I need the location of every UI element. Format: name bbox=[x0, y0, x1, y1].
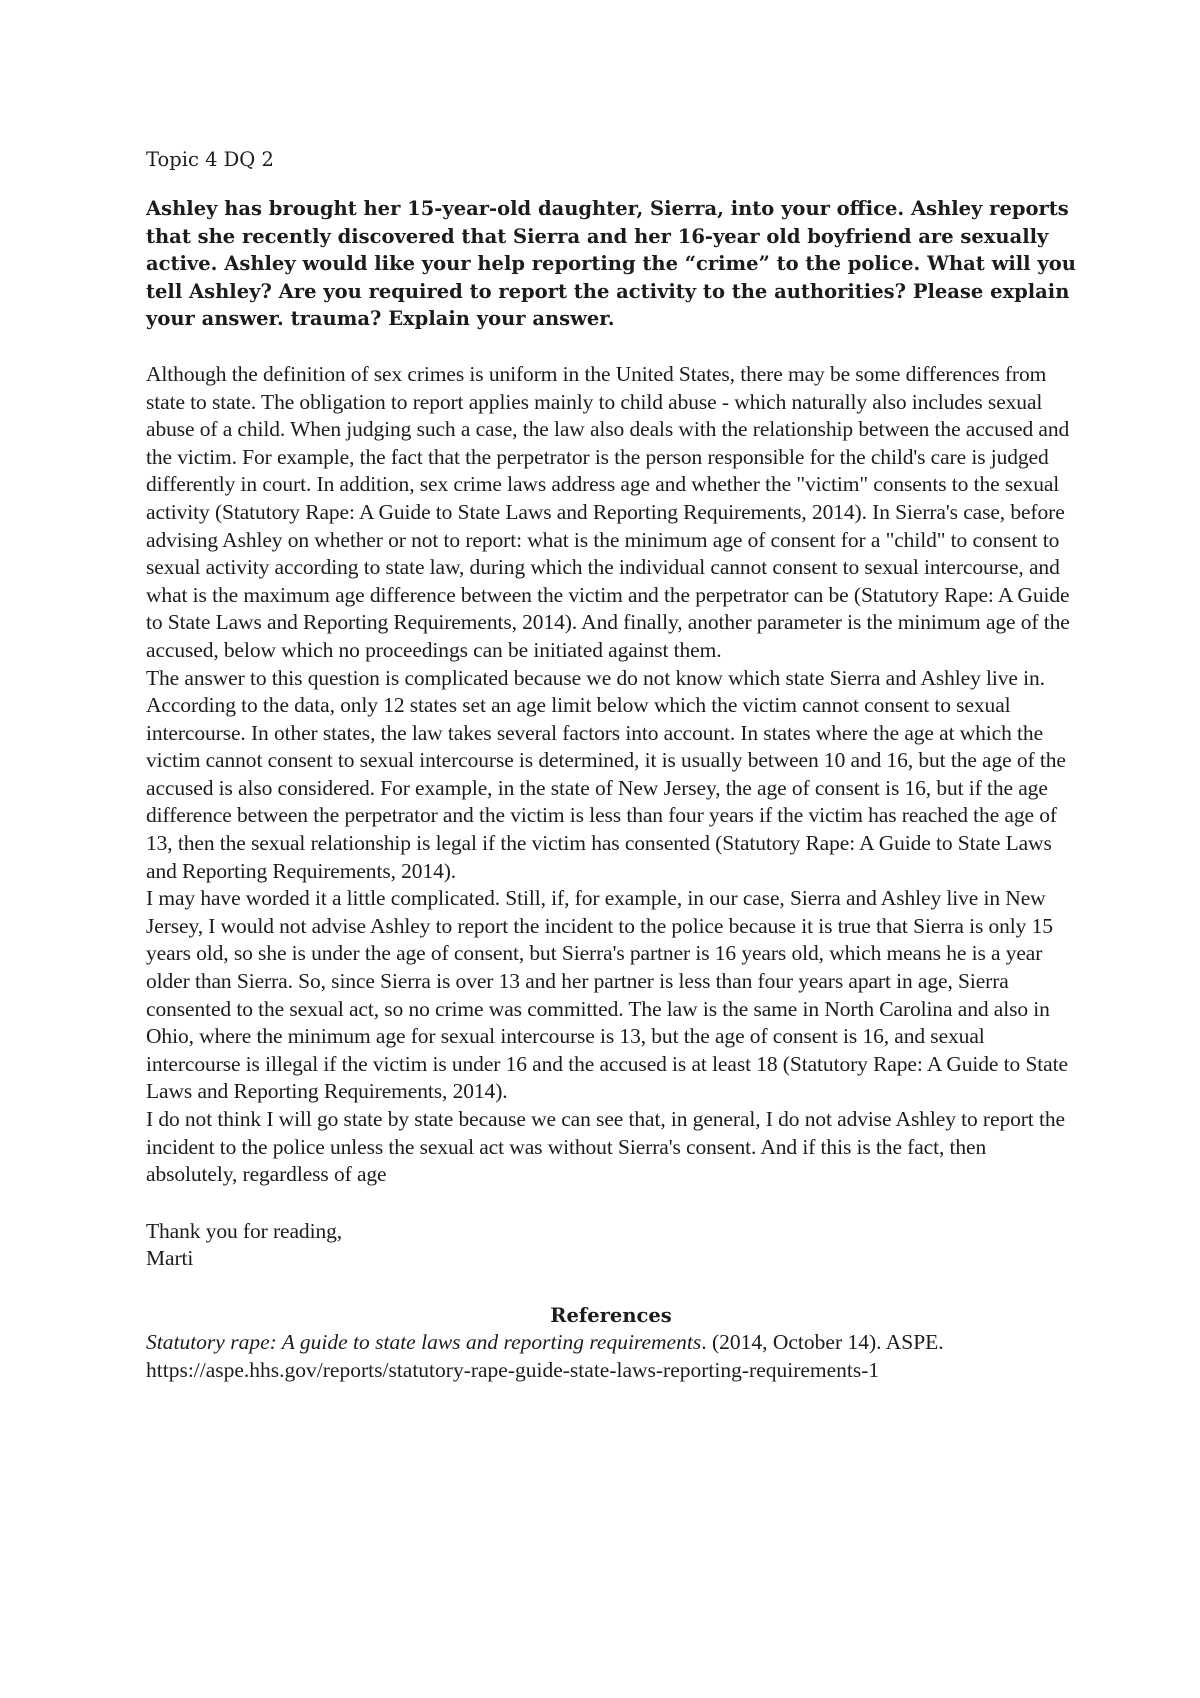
reference-details: . (2014, October 14). ASPE. bbox=[701, 1329, 944, 1354]
paragraph-1: Although the definition of sex crimes is uniform in the United States, there may be some differences from state to state. The obligation to report applies mainly to child abuse - which naturally also includes sexual abuse of a child. When judging such a case, the law also deals with the relationship between the accused and the victim. For example, the fact that the perpetrator is the person responsible for the child's care is judged differently in court. In addition, sex crime laws address age and whether the "victim" consents to the sexual activity (Statutory Rape: A Guide to State Laws and Reporting Requirements, 2014). In Sierra's case, before advising Ashley on whether or not to report: what is the minimum age of consent for a "child" to consent to sexual activity according to state law, during which the individual cannot consent to sexual intercourse, and what is the maximum age difference between the victim and the perpetrator can be (Statutory Rape: A Guide to State Laws and Reporting Requirements, 2014). And finally, another parameter is the minimum age of the accused, below which no proceedings can be initiated against them. bbox=[146, 361, 1070, 662]
discussion-question: Ashley has brought her 15-year-old daughter, Sierra, into your office. Ashley reports that she recently discovered that Sierra and her 16-year old boyfriend are sexually active. Ashley would like your help reporting the “crime” to the police. What will you tell Ashley? Are you required to report the activity to the authorities? Please explain your answer. trauma? Explain your answer. bbox=[146, 197, 1076, 331]
signature: Marti bbox=[146, 1246, 194, 1271]
paragraph-3: I may have worded it a little complicated. Still, if, for example, in our case, Sierra and Ashley live in New Jersey, I would not advise Ashley to report the incident to the police because it is true that Sierra is only 15 years old, so she is under the age of consent, but Sierra's partner is 16 years old, which means he is a year older than Sierra. So, since Sierra is over 13 and her partner is less than four years apart in age, Sierra consented to the sexual act, so no crime was committed. The law is the same in North Carolina and also in Ohio, where the minimum age for sexual intercourse is 13, but the age of consent is 16, and sexual intercourse is illegal if the victim is under 16 and the accused is at least 18 (Statutory Rape: A Guide to State Laws and Reporting Requirements, 2014). bbox=[146, 886, 1068, 1104]
closing-line: Thank you for reading, bbox=[146, 1218, 343, 1243]
document-page bbox=[146, 146, 1076, 1384]
answer-body bbox=[146, 361, 1076, 1273]
reference-title: Statutory rape: A guide to state laws and reporting requirements bbox=[146, 1329, 702, 1354]
paragraph-2: The answer to this question is complicated because we do not know which state Sierra and Ashley live in. According to the data, only 12 states set an age limit below which the victim cannot consent to sexual intercourse. In other states, the law takes several factors into account. In states where the age at which the victim cannot consent to sexual intercourse is determined, it is usually between 10 and 16, but the age of the accused is also considered. For example, in the state of New Jersey, the age of consent is 16, but if the age difference between the perpetrator and the victim is less than four years if the victim has reached the age of 13, then the sexual relationship is legal if the victim has consented (Statutory Rape: A Guide to State Laws and Reporting Requirements, 2014). bbox=[146, 665, 1066, 883]
document-topic: Topic 4 DQ 2 bbox=[146, 148, 274, 171]
references-heading: References bbox=[550, 1303, 672, 1327]
reference-url: https://aspe.hhs.gov/reports/statutory-rape-guide-state-laws-reporting-requirements-1 bbox=[146, 1357, 880, 1382]
reference-entry bbox=[146, 1329, 1076, 1384]
paragraph-4: I do not think I will go state by state because we can see that, in general, I do not advise Ashley to report the incident to the police unless the sexual act was without Sierra's consent. And if this is the fact, then absolutely, regardless of age bbox=[146, 1107, 1065, 1187]
